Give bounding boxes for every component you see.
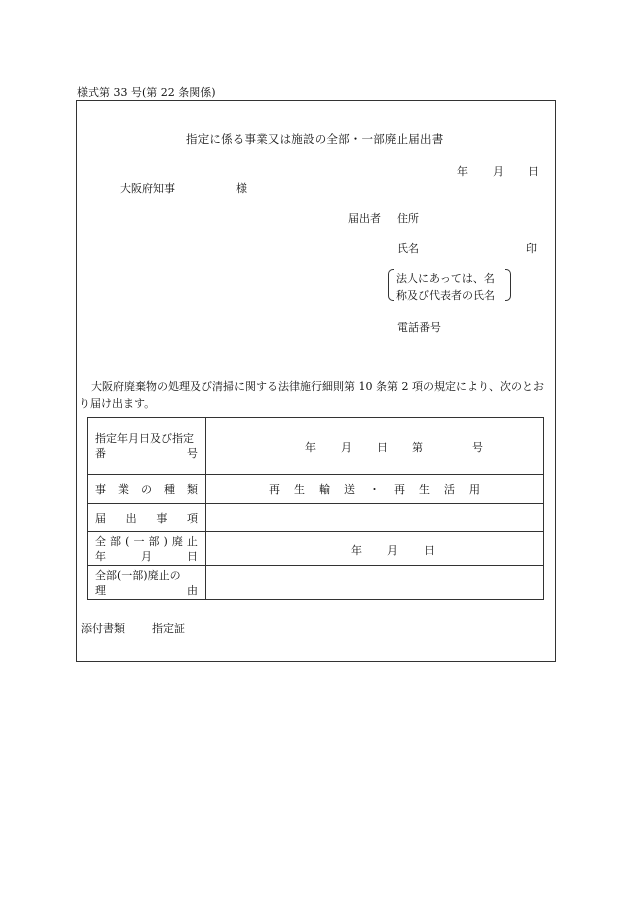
table-row <box>88 418 544 475</box>
label-char: 番 <box>95 447 106 460</box>
abolition-reason-value[interactable] <box>206 566 544 600</box>
label-char: ) <box>163 534 168 548</box>
label-char: 廃 <box>171 534 183 548</box>
label-char: 事 <box>156 511 168 525</box>
right-bracket <box>505 269 511 301</box>
designation-day: 日 <box>377 441 388 454</box>
designation-label-line2 <box>95 446 198 461</box>
label-char: 業 <box>118 483 129 496</box>
label-char: 届 <box>95 511 106 525</box>
name-label: 氏名 <box>397 242 419 255</box>
designation-no-suffix: 号 <box>472 441 483 454</box>
designation-label <box>88 418 206 475</box>
value-char: 輸 <box>319 483 330 496</box>
abolition-date-label <box>88 532 206 566</box>
addressee-suffix: 様 <box>236 182 247 195</box>
seal-label: 印 <box>526 242 537 255</box>
date-day-label: 日 <box>528 165 539 178</box>
label-char: の <box>141 483 152 496</box>
value-char: 生 <box>419 483 430 496</box>
filer-label: 届出者 <box>348 212 381 225</box>
abolition-day: 日 <box>424 543 435 557</box>
value-char: 用 <box>469 483 480 496</box>
abolition-year: 年 <box>351 543 362 557</box>
attachment-label: 添付書類 <box>81 622 125 635</box>
value-char: 活 <box>444 483 455 496</box>
label-char: 日 <box>187 549 198 563</box>
abolition-date-value[interactable] <box>206 532 544 566</box>
value-char: ・ <box>369 483 380 496</box>
label-char: 号 <box>187 447 198 460</box>
table-row <box>88 532 544 566</box>
abolition-reason-line1: 全部(一部)廃止の <box>95 568 181 582</box>
designation-label-line1: 指定年月日及び指定 <box>95 432 194 445</box>
label-char: 種 <box>164 483 175 496</box>
corporation-note-line1: 法人にあっては、名 <box>396 272 495 285</box>
left-bracket <box>388 269 394 301</box>
designation-no-prefix: 第 <box>412 441 423 454</box>
label-char: 部 <box>110 534 122 548</box>
label-char: ( <box>125 534 130 548</box>
label-char: 類 <box>187 483 198 496</box>
label-char: 止 <box>186 534 198 548</box>
corporation-note-line2: 称及び代表者の氏名 <box>396 289 495 302</box>
label-char: 由 <box>187 583 198 597</box>
document-title: 指定に係る事業又は施設の全部・一部廃止届出書 <box>186 132 444 146</box>
table-row <box>88 566 544 600</box>
business-type-label <box>88 475 206 504</box>
abolition-month: 月 <box>387 543 398 557</box>
value-char: 生 <box>294 483 305 496</box>
label-char: 出 <box>125 511 137 525</box>
table-row <box>88 504 544 532</box>
label-char: 事 <box>95 483 106 496</box>
value-char: 再 <box>269 483 280 496</box>
label-char: 理 <box>95 583 106 597</box>
designation-month: 月 <box>341 441 352 454</box>
corporation-note <box>388 267 511 303</box>
label-char: 部 <box>148 534 160 548</box>
label-char: 一 <box>133 534 145 548</box>
notification-table <box>87 417 544 600</box>
designation-year: 年 <box>305 441 316 454</box>
phone-label: 電話番号 <box>397 321 441 334</box>
attachment-value: 指定証 <box>152 622 185 635</box>
label-char: 全 <box>95 534 106 548</box>
abolition-reason-label <box>88 566 206 600</box>
date-month-label: 月 <box>493 165 504 178</box>
notification-items-label <box>88 504 206 532</box>
label-char: 月 <box>141 549 152 563</box>
body-text: 大阪府廃棄物の処理及び清掃に関する法律施行細則第 10 条第 2 項の規定により、次のとおり届け出ます。 <box>79 380 544 410</box>
notification-items-value[interactable] <box>206 504 544 532</box>
form-number: 様式第 33 号(第 22 条関係) <box>77 86 216 99</box>
value-char: 送 <box>344 483 355 496</box>
address-label: 住所 <box>397 212 419 225</box>
label-char: 年 <box>95 549 106 563</box>
value-char: 再 <box>394 483 405 496</box>
designation-value[interactable] <box>206 418 544 475</box>
addressee: 大阪府知事 <box>120 182 175 195</box>
date-year-label: 年 <box>457 165 468 178</box>
label-char: 項 <box>186 511 198 525</box>
business-type-value[interactable] <box>206 475 544 504</box>
table-row <box>88 475 544 504</box>
